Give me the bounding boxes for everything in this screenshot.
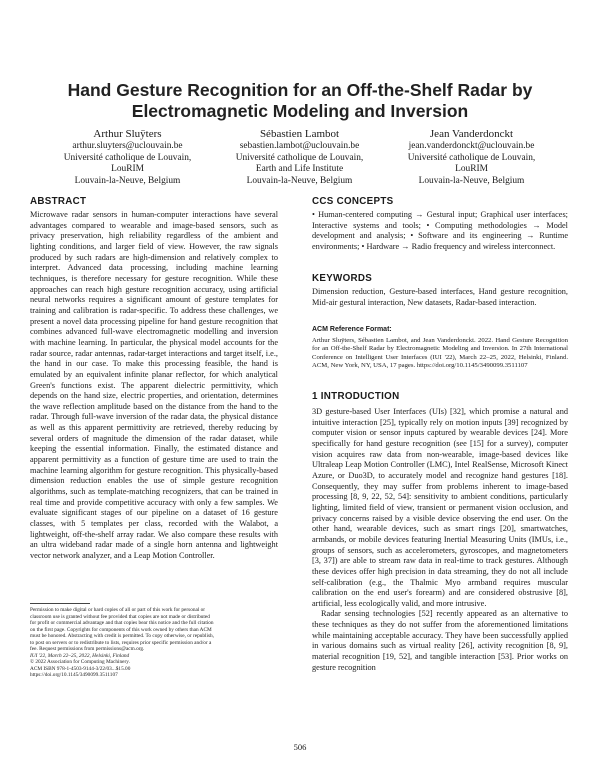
footnote-line: IUI '22, March 22–25, 2022, Helsinki, Finland	[30, 652, 130, 659]
introduction-body	[312, 407, 568, 755]
keywords-text: Dimension reduction, Gesture-based interfaces, Hand gesture recognition, Mid-air gestural interaction, New datasets, Radar-based interaction.	[312, 287, 568, 307]
keywords-heading: KEYWORDS	[312, 273, 373, 284]
author-affiliation: LouRIM	[111, 164, 144, 175]
author-affiliation: Université catholique de Louvain,	[407, 152, 536, 163]
author-email: arthur.sluyters@uclouvain.be	[72, 141, 183, 151]
author-location: Louvain-la-Neuve, Belgium	[246, 175, 353, 186]
title-line-1: Hand Gesture Recognition for an Off-the-Shelf Radar by	[67, 80, 533, 100]
ccs-concepts-text: • Human-centered computing → Gestural input; Graphical user interfaces; Interactive systems and tools; • Computing methodologies → Model development and analysis; • Software and its engineering → Runtime environments; • Hardware → Radio frequency and wireless interconnect.	[312, 210, 568, 252]
footnote-line: ACM ISBN 978-1-4503-9144-3/22/03...$15.00	[30, 665, 131, 672]
reference-format-text: Arthur Sluÿters, Sébastien Lambot, and Jean Vanderdonckt. 2022. Hand Gesture Recognition for an Off-the-Shelf Radar by Electromagnetic Modeling and Inversion. In 27th International Conference on Intelligent User Interfaces (IUI '22), March 22–25, 2022, Helsinki, Finland. ACM, New York, NY, USA, 17 pages. https://doi.org/10.1145/3490099.3511107	[312, 337, 568, 370]
author-name: Sébastien Lambot	[259, 128, 340, 140]
footnote-line: to post on servers or to redistribute to lists, requires prior specific permission and/or a	[30, 639, 212, 646]
footnote-line: for profit or commercial advantage and that copies bear this notice and the full citation	[30, 620, 214, 627]
author-affiliation: Earth and Life Institute	[255, 164, 344, 175]
ccs-heading: CCS CONCEPTS	[312, 196, 394, 207]
left-column	[30, 196, 278, 679]
author-3	[384, 127, 559, 187]
author-affiliation: LouRIM	[455, 164, 488, 175]
page-number: 506	[293, 742, 307, 752]
introduction-heading: 1 INTRODUCTION	[312, 391, 400, 402]
footnote-divider	[30, 603, 90, 604]
footnote-line: fee. Request permissions from permissions@acm.org.	[30, 646, 145, 653]
author-name: Arthur Sluÿters	[93, 128, 162, 140]
copyright-footnote	[30, 607, 278, 679]
author-affiliation: Université catholique de Louvain,	[235, 152, 364, 163]
footnote-line: classroom use is granted without fee provided that copies are not made or distributed	[30, 613, 210, 620]
footnote-line: https://doi.org/10.1145/3490099.3511107	[30, 672, 118, 679]
author-1	[40, 127, 215, 187]
author-affiliation: Université catholique de Louvain,	[63, 152, 192, 163]
abstract-text: Microwave radar sensors in human-computer interactions have several advantages compared to wearable and image-based sensors, such as privacy preservation, high reliability regardless of the ambient and lighting conditions, and larger field of view. However, the raw signals produced by such radars are high-dimension and relatively complex to interpret. Advanced data processing, including machine learning techniques, is therefore necessary for gesture recognition. While these approaches can reach high gesture recognition accuracy, using artificial neural networks requires a significant amount of gesture templates for training and calibration is radar-specific. To address these challenges, we present a novel data processing pipeline for hand gesture recognition that combines advanced full-wave electromagnetic modelling and inversion with machine learning. In particular, the physical model accounts for the radar source, radar antennas, radar-target interactions and target itself, i.e., the hand in our case. To make this processing feasible, the hand is emulated by an equivalent infinite planar reflector, for which analytical Green's functions exist. The apparent dielectric permittivity, which depends on the hand size, electric properties, and orientation, determines the wave reflection amplitude based on the distance from the hand to the radar. Through full-wave inversion of the radar data, the physical distance as well as this apparent permittivity are retrieved, thereby reducing by several orders of magnitude the dimension of the radar dataset, while keeping the essential information. Finally, the estimated distance and apparent permittivity as a function of gesture time are used to train the machine learning algorithm for gesture recognition. This physically-based dimension reduction enables the use of simple gesture recognition algorithms, such as template-matching recognizers, that can be trained in real time and provide competitive accuracy with only a few samples. We evaluate significant stages of our pipeline on a dataset of 16 gesture classes, with 5 templates per class, recorded with the Walabot, a lightweight, off-the-shelf array radar. We also compare these results with an ultra wideband radar made of a single horn antenna and lightweight vector network analyzer, and a Leap Motion Controller.	[30, 210, 278, 560]
paper-title	[40, 80, 560, 122]
footnote-line: Permission to make digital or hard copies of all or part of this work for personal or	[30, 607, 206, 613]
author-location: Louvain-la-Neuve, Belgium	[74, 175, 181, 186]
author-email: sebastien.lambot@uclouvain.be	[239, 141, 360, 151]
title-line-2: Electromagnetic Modeling and Inversion	[131, 101, 469, 121]
footnote-line: on the first page. Copyrights for components of this work owned by others than ACM	[30, 626, 212, 633]
author-name: Jean Vanderdonckt	[429, 128, 514, 140]
abstract-heading: ABSTRACT	[30, 196, 87, 207]
author-2	[212, 127, 387, 187]
author-block	[40, 127, 560, 197]
reference-format-heading: ACM Reference Format:	[312, 326, 392, 333]
introduction-paragraph-2: Radar sensing technologies [52] recently appeared as an alternative to these techniques as they do not suffer from the aforementioned limitations while maintaining acceptable accuracy. They have been successfully applied in various domains such as virtual reality [26], activity recognition [8, 9], material recognition [19, 52], and tangible interaction [53]. Prior works on gesture recognition	[312, 609, 568, 672]
author-email: jean.vanderdonckt@uclouvain.be	[408, 141, 535, 151]
footnote-line: © 2022 Association for Computing Machinery.	[30, 659, 130, 666]
introduction-paragraph-1: 3D gesture-based User Interfaces (UIs) [32], which promise a natural and intuitive interaction [25], typically rely on motion inputs [39] recognized by computer vision or sensor inputs captured by wearable devices [24]. More specifically for hand gesture recognition (see [15] for a survey), computer vision acquires raw data from non-wearable, image-based devices like Ultraleap Leap Motion Controller (LMC), Intel RealSense, Microsoft Kinect Azure, or Duo3D, to accurately model and recognize hand gestures [18]. Consequently, they may suffer from problems inherent to image-based processing [8, 9, 22, 52, 54]: sensitivity to ambient conditions, particularly lighting, limited field of view, transient or permanent vision occlusion, and privacy concerns raised by a visible device observing the end user. On the other hand, wearable devices, such as smart rings [20], smartwatches, armbands, or mobile devices featuring Inertial Measuring Units (IMUs, i.e., groups of sensors, such as accelerometers, gyroscopes, and magnetometers [3, 37]) are able to stream raw data in real-time to track gestures. Although these devices offer high precision in data streaming, they do not all include self-calibration (e.g., the Thalmic Myo armband requires muscular calibration on the end user's forearm) and are considered obstrusive [8], artificial, less ecologically valid, and more intrusive.	[312, 407, 568, 608]
right-column	[312, 196, 568, 672]
author-location: Louvain-la-Neuve, Belgium	[418, 175, 525, 186]
footnote-line: must be honored. Abstracting with credit is permitted. To copy otherwise, or republish,	[30, 633, 215, 640]
